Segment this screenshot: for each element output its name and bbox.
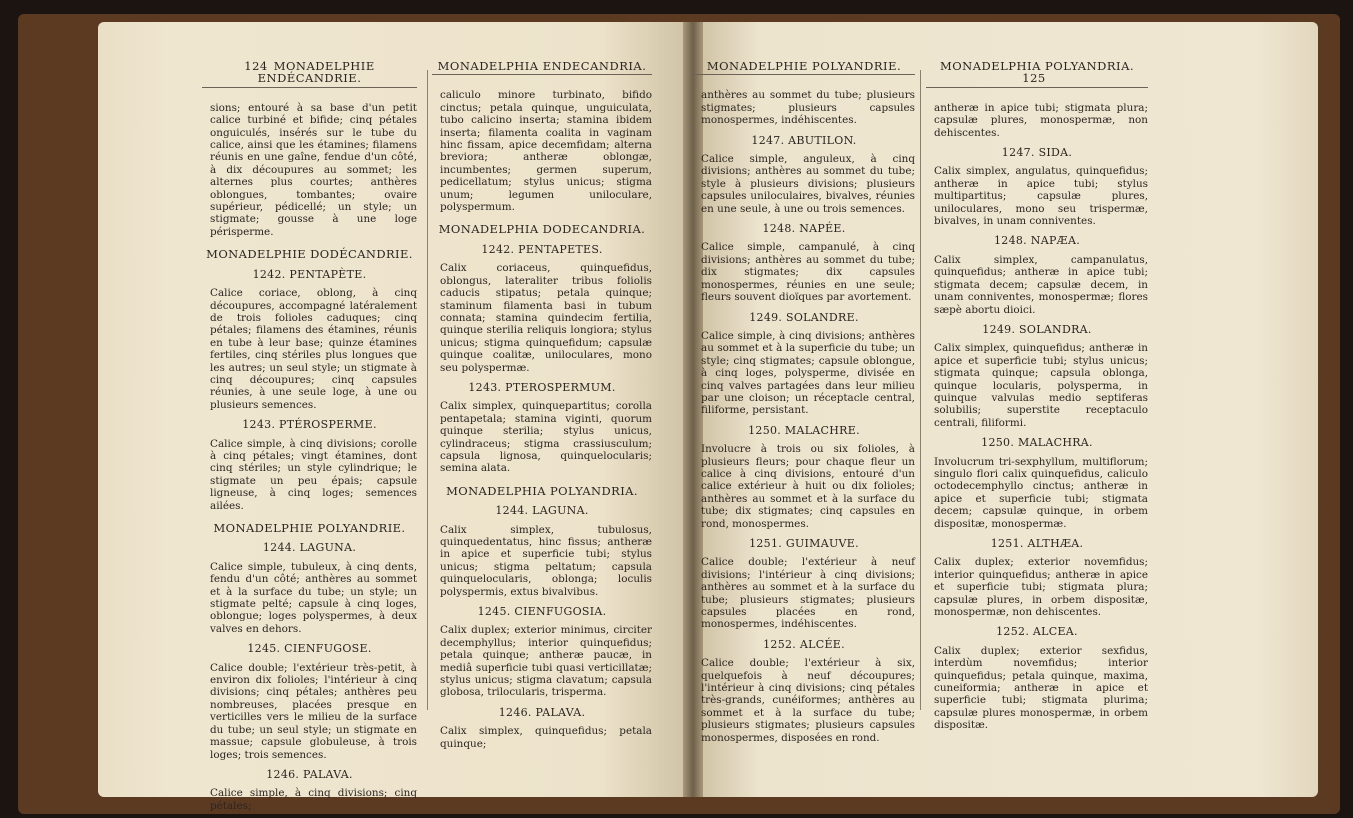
genus-heading: 1250. MALACHRA. bbox=[981, 436, 1093, 450]
text-blocks bbox=[202, 102, 417, 812]
section-heading: MONADELPHIA DODECANDRIA. bbox=[438, 222, 646, 237]
header-title: MONADELPHIE ENDÉCANDRIE. bbox=[257, 59, 375, 86]
genus-heading: 1246. PALAVA. bbox=[266, 767, 353, 781]
genus-heading: 1242. PENTAPETES. bbox=[481, 242, 603, 256]
genus-heading: 1244. LAGUNA. bbox=[262, 541, 357, 555]
paragraph: Calix duplex; exterior novemfidus; interior quinquefidus; antheræ in apice et superficie tubi; stigmata plura; capsulæ plures, in orbem dispositæ, monospermæ, non dehiscentes. bbox=[934, 556, 1148, 619]
paragraph: Calice simple, tubuleux, à cinq dents, fendu d'un côté; anthères au sommet et à la surface du tube; un style; un stigmate pelté; capsule à cinq loges, oblongue; loges polyspermes, à deux valves en dehors. bbox=[210, 560, 417, 635]
header-title: MONADELPHIA ENDECANDRIA. bbox=[437, 59, 647, 73]
page-number: 124 bbox=[244, 59, 268, 73]
running-header bbox=[432, 60, 652, 75]
paragraph: caliculo minore turbinato, bifido cinctus; petala quinque, unguiculata, tubo calicino inserta; stamina ibidem inserta; filamenta coalita in vaginam hinc fissam, apice decemfidam; alterna breviora; antheræ oblongæ, incumbentes; germen superum, pedicellatum; stylus unicus; stigma unum; legumen uniloculare, polyspermum. bbox=[440, 89, 652, 214]
genus-heading: 1251. ALTHÆA. bbox=[990, 537, 1084, 550]
text-blocks bbox=[432, 89, 652, 750]
paragraph: Calice simple, campanulé, à cinq divisions; anthères au sommet du tube; dix stigmates; dix capsules monospermes, réunies en une seule; fleurs souvent dioïques par avortement. bbox=[701, 241, 915, 304]
text-blocks bbox=[926, 102, 1148, 732]
genus-heading: 1246. PALAVA. bbox=[498, 705, 586, 719]
genus-heading: 1243. PTÉROSPERME. bbox=[242, 418, 377, 432]
paragraph: anthères au sommet du tube; plusieurs stigmates; plusieurs capsules monospermes, indéhiscentes. bbox=[701, 89, 915, 127]
paragraph: Calice simple, à cinq divisions; anthères au sommet et à la superficie du tube; un style; cinq stigmates; capsule oblongue, à cinq loges, polysperme, divisée en cinq valves partagées dans leur milieu par une cloison; un réceptacle central, filiforme, persistant. bbox=[701, 329, 915, 417]
section-heading: MONADELPHIE POLYANDRIE. bbox=[213, 521, 406, 535]
text-blocks bbox=[693, 89, 915, 744]
genus-heading: 1250. MALACHRE. bbox=[748, 423, 860, 437]
genus-heading: 1243. PTEROSPERMUM. bbox=[468, 380, 616, 394]
paragraph: Calice coriace, oblong, à cinq découpures, accompagné latéralement de trois folioles caduques; cinq pétales; filamens des étamines, réunis en tube à leur base; quinze étamines fertiles, cinq stériles plus longues que les autres; un seul style; un stigmate à cinq découpures; cinq capsules réunies, à une seule loge, à une ou plusieurs semences. bbox=[210, 287, 417, 411]
running-header bbox=[693, 60, 915, 75]
paragraph: Calix duplex; exterior minimus, circiter decemphyllus; interior quinquefidus; petala quinque; antheræ paucæ, in mediâ superficie tubi quasi verticillatæ; stylus unicus; stigma clavatum; capsula globosa, trilocularis, trisperma. bbox=[440, 624, 652, 699]
section-heading: MONADELPHIA POLYANDRIA. bbox=[446, 483, 638, 498]
paragraph: antheræ in apice tubi; stigmata plura; capsulæ plures, monospermæ, non dehiscentes. bbox=[934, 101, 1148, 139]
genus-heading: 1248. NAPÉE. bbox=[762, 222, 846, 236]
genus-heading: 1245. CIENFUGOSIA. bbox=[477, 605, 607, 619]
left-column-french bbox=[202, 60, 417, 816]
section-heading: MONADELPHIE DODÉCANDRIE. bbox=[206, 247, 413, 262]
paragraph: Involucrum tri-sexphyllum, multiflorum; singulo flori calix quinquefidus, caliculo octodecemphyllo cinctus; antheræ in apice et superficie tubi; stigmata decem; capsulæ quinque, in orbem dispositæ, monospermæ. bbox=[934, 455, 1148, 530]
paragraph: Calix simplex, campanulatus, quinquefidus; antheræ in apice tubi; stigmata decem; capsulæ decem, in unam conniventes, monospermæ; flores sæpè abortu dioici. bbox=[934, 253, 1148, 316]
genus-heading: 1247. ABUTILON. bbox=[751, 133, 857, 147]
running-header bbox=[202, 60, 417, 88]
header-title: MONADELPHIA POLYANDRIA. bbox=[939, 59, 1135, 73]
paragraph: Calice simple, à cinq divisions; cinq pétales; bbox=[210, 787, 417, 812]
genus-heading: 1244. LAGUNA. bbox=[495, 504, 589, 518]
genus-heading: 1252. ALCÉE. bbox=[763, 637, 845, 651]
column-divider bbox=[427, 70, 428, 710]
paragraph: Calix simplex, quinquefidus; petala quinque; bbox=[440, 725, 652, 750]
genus-heading: 1242. PENTAPÈTE. bbox=[252, 267, 367, 281]
genus-heading: 1251. GUIMAUVE. bbox=[749, 537, 859, 550]
right-column-french bbox=[693, 60, 915, 748]
paragraph: Involucre à trois ou six folioles, à plusieurs fleurs; pour chaque fleur un calice à cinq divisions, entouré d'un calice extérieur à huit ou dix folioles; anthères au sommet et à la surface du tube; dix stigmates; cinq capsules en rond, monospermes. bbox=[701, 443, 915, 530]
right-column-latin bbox=[926, 60, 1148, 736]
genus-heading: 1249. SOLANDRE. bbox=[749, 310, 859, 324]
column-divider bbox=[920, 70, 921, 710]
paragraph: Calix duplex; exterior sexfidus, interdùm novemfidus; interior quinquefidus; petala quinque, maxima, cuneiformia; antheræ in apice et superficie tubi; stigmata plurima; capsulæ plures monospermæ, in orbem dispositæ. bbox=[934, 644, 1148, 732]
paragraph: sions; entouré à sa base d'un petit calice turbiné et bifide; cinq pétales onguiculés, insérés sur le tube du calice, ainsi que les étamines; filamens réunis en une gaîne, fendue d'un côté, à dix découpures au sommet; les alternes plus courtes; anthères oblongues, tombantes; ovaire supérieur, pédicellé; un style; un stigmate; gousse à une loge périsperme. bbox=[210, 101, 417, 238]
running-header bbox=[926, 60, 1148, 88]
header-title: MONADELPHIE POLYANDRIE. bbox=[706, 59, 902, 73]
paragraph: Calice simple, à cinq divisions; corolle à cinq pétales; vingt étamines, dont cinq stériles; un style cylindrique; le stigmate un peu épais; capsule ligneuse, à cinq loges; semences ailées. bbox=[210, 437, 417, 512]
paragraph: Calice double; l'extérieur à six, quelquefois à neuf découpures; l'intérieur à cinq divisions; cinq pétales très-grands, cunéiformes; anthères au sommet et à la surface du tube; plusieurs stigmates; plusieurs capsules monospermes, disposées en rond. bbox=[701, 657, 915, 744]
genus-heading: 1252. ALCEA. bbox=[996, 625, 1078, 639]
paragraph: Calice double; l'extérieur très-petit, à environ dix folioles; l'intérieur à cinq divisions; cinq pétales; anthères peu nombreuses, placées presque en verticilles vers le milieu de la surface du tube; un seul style; un stigmate en massue; capsule globuleuse, à trois loges; trois semences. bbox=[210, 661, 417, 761]
paragraph: Calice double; l'extérieur à neuf divisions; l'intérieur à cinq divisions; anthères au sommet et à la surface du tube; plusieurs stigmates; plusieurs capsules placées en rond, monospermes, indéhiscentes. bbox=[701, 556, 915, 631]
paragraph: Calix coriaceus, quinquefidus, oblongus, lateraliter tribus foliolis caducis stipatus; petala quinque; staminum filamenta basi in tubum connata; stamina quindecim fertilia, quinque sterilia reliquis longiora; stylus unicus; stigma quinquefidum; capsulæ quinque coalitæ, uniloculares, mono seu polyspermæ. bbox=[440, 262, 652, 374]
page-number: 125 bbox=[1022, 71, 1046, 86]
paragraph: Calice simple, anguleux, à cinq divisions; anthères au sommet du tube; style à plusieurs divisions; plusieurs capsules uniloculaires, bivalves, réunies en une seule, à une ou trois semences. bbox=[701, 153, 915, 215]
genus-heading: 1245. CIENFUGOSE. bbox=[247, 642, 372, 656]
paragraph: Calix simplex, quinquepartitus; corolla pentapetala; stamina viginti, quorum quinque sterilia; stylus unicus, cylindraceus; stigma crassiusculum; capsula lignosa, quinquelocularis; semina alata. bbox=[440, 400, 652, 475]
paragraph: Calix simplex, angulatus, quinquefidus; antheræ in apice tubi; stylus multipartitus; capsulæ plures, uniloculares, mono seu trispermæ, bivalves, in unam conniventes. bbox=[934, 165, 1148, 228]
genus-heading: 1249. SOLANDRA. bbox=[982, 322, 1092, 336]
genus-heading: 1248. NAPÆA. bbox=[993, 234, 1080, 248]
paragraph: Calix simplex, tubulosus, quinquedentatus, hinc fissus; antheræ in apice et superficie tubi; stylus unicus; stigma peltatum; capsula quinquelocularis, oblonga; loculis polyspermis, extus bivalvibus. bbox=[440, 523, 652, 598]
genus-heading: 1247. SIDA. bbox=[1001, 146, 1073, 160]
left-column-latin bbox=[432, 60, 652, 754]
paragraph: Calix simplex, quinquefidus; antheræ in apice et superficie tubi; stylus unicus; stigmata quinque; capsula oblonga, quinque locularis, polysperma, in quinque valvulas medio septiferas solubilis; superstite receptaculo centrali, filiformi. bbox=[934, 342, 1148, 429]
